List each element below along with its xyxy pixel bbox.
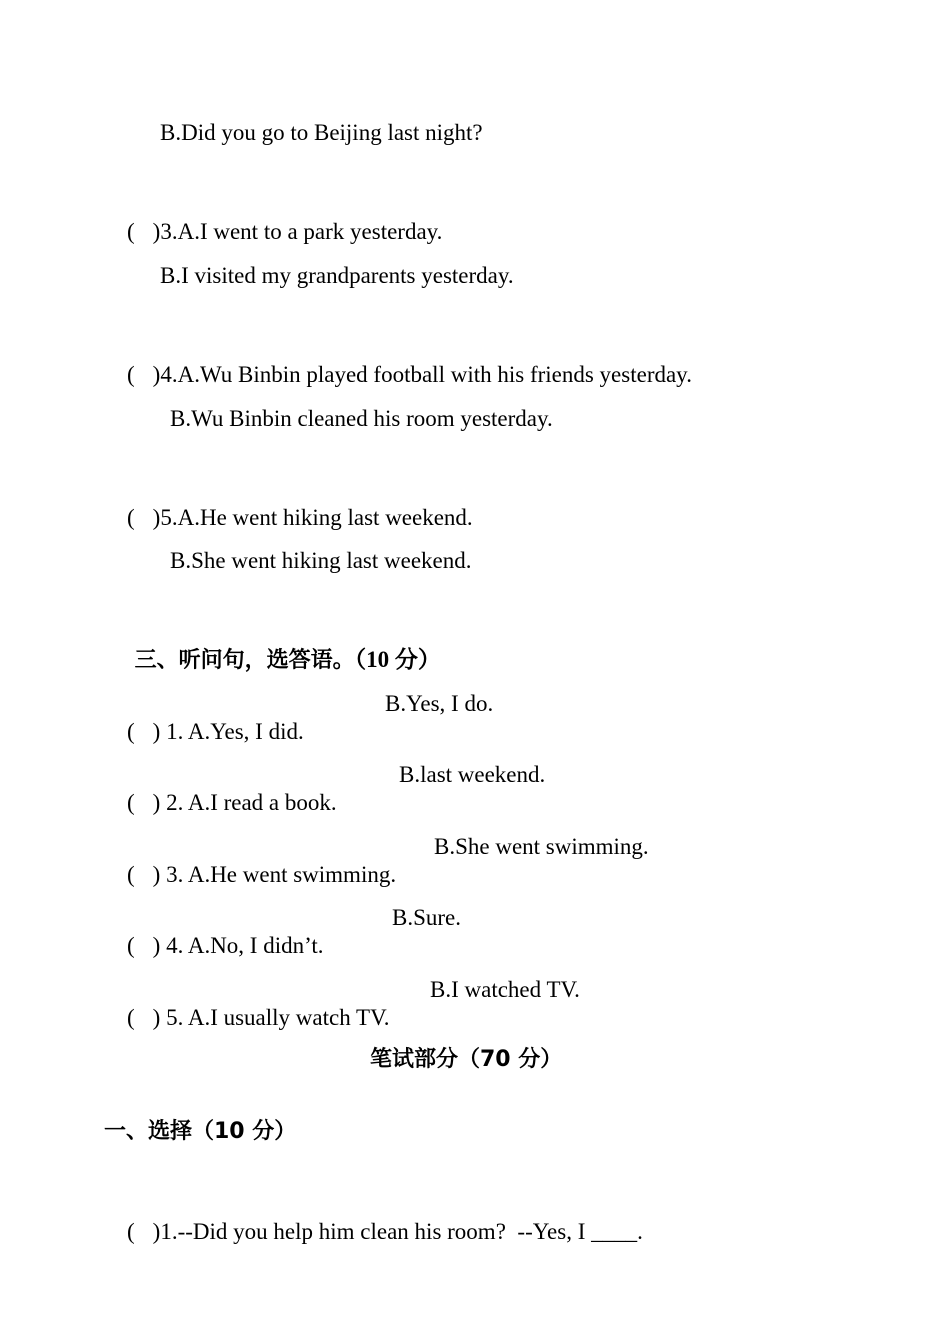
answer-paren-open: ( (127, 790, 135, 815)
item-number: 3. (160, 862, 188, 887)
item-number: 1. (160, 719, 188, 744)
section3-item-1-option-b: B.Yes, I do. (385, 691, 494, 716)
answer-paren-close: ) (152, 790, 161, 815)
answer-paren-close: ) (152, 862, 161, 887)
answer-paren-close: ) (152, 505, 161, 530)
q3-option-b: B.I visited my grandparents yesterday. (160, 263, 514, 288)
answer-paren-close: ) (152, 933, 161, 958)
option-a: A.He went swimming. (187, 862, 397, 887)
q5-option-b: B.She went hiking last weekend. (170, 548, 472, 573)
option-a: A.Yes, I did. (187, 719, 304, 744)
answer-paren-open: ( (127, 362, 135, 387)
answer-paren-close: ) (152, 1219, 161, 1244)
answer-paren-close: ) (152, 719, 161, 744)
q5-option-a: 5.A.He went hiking last weekend. (160, 505, 473, 530)
section3-score: （10 分） (354, 647, 441, 672)
section3-item-5 (104, 976, 389, 1060)
item-number: 2. (160, 790, 188, 815)
option-a: A.I usually watch TV. (187, 1005, 390, 1030)
answer-paren-open: ( (127, 1219, 135, 1244)
choice-q1-line (104, 1190, 643, 1274)
option-a: A.I read a book. (187, 790, 337, 815)
q3-option-a: 3.A.I went to a park yesterday. (160, 219, 443, 244)
section-choice-heading: 一、选择（10 分） (104, 1119, 297, 1144)
choice-q1: 1.--Did you help him clean his room? --Yes, I ____. (160, 1219, 643, 1244)
answer-paren-open: ( (127, 505, 135, 530)
q2-option-b: B.Did you go to Beijing last night? (160, 120, 483, 145)
section3-item-5-option-b: B.I watched TV. (430, 977, 580, 1002)
q4-option-b: B.Wu Binbin cleaned his room yesterday. (170, 406, 553, 431)
section3-title: 三、听问句，选答语。 (134, 648, 355, 673)
written-part-title: 笔试部分（70 分） (370, 1047, 563, 1072)
answer-paren-open: ( (127, 1005, 135, 1030)
section3-item-2-option-b: B.last weekend. (399, 762, 546, 787)
answer-paren-open: ( (127, 862, 135, 887)
item-number: 4. (160, 933, 188, 958)
answer-paren-close: ) (152, 219, 161, 244)
answer-paren-close: ) (152, 362, 161, 387)
option-a: A.No, I didn’t. (187, 933, 324, 958)
q4-option-a: 4.A.Wu Binbin played football with his friends yesterday. (160, 362, 692, 387)
section3-item-3-option-b: B.She went swimming. (434, 834, 649, 859)
answer-paren-close: ) (152, 1005, 161, 1030)
answer-paren-open: ( (127, 933, 135, 958)
section3-item-4-option-b: B.Sure. (392, 905, 461, 930)
answer-paren-open: ( (127, 719, 135, 744)
item-number: 5. (160, 1005, 188, 1030)
answer-paren-open: ( (127, 219, 135, 244)
